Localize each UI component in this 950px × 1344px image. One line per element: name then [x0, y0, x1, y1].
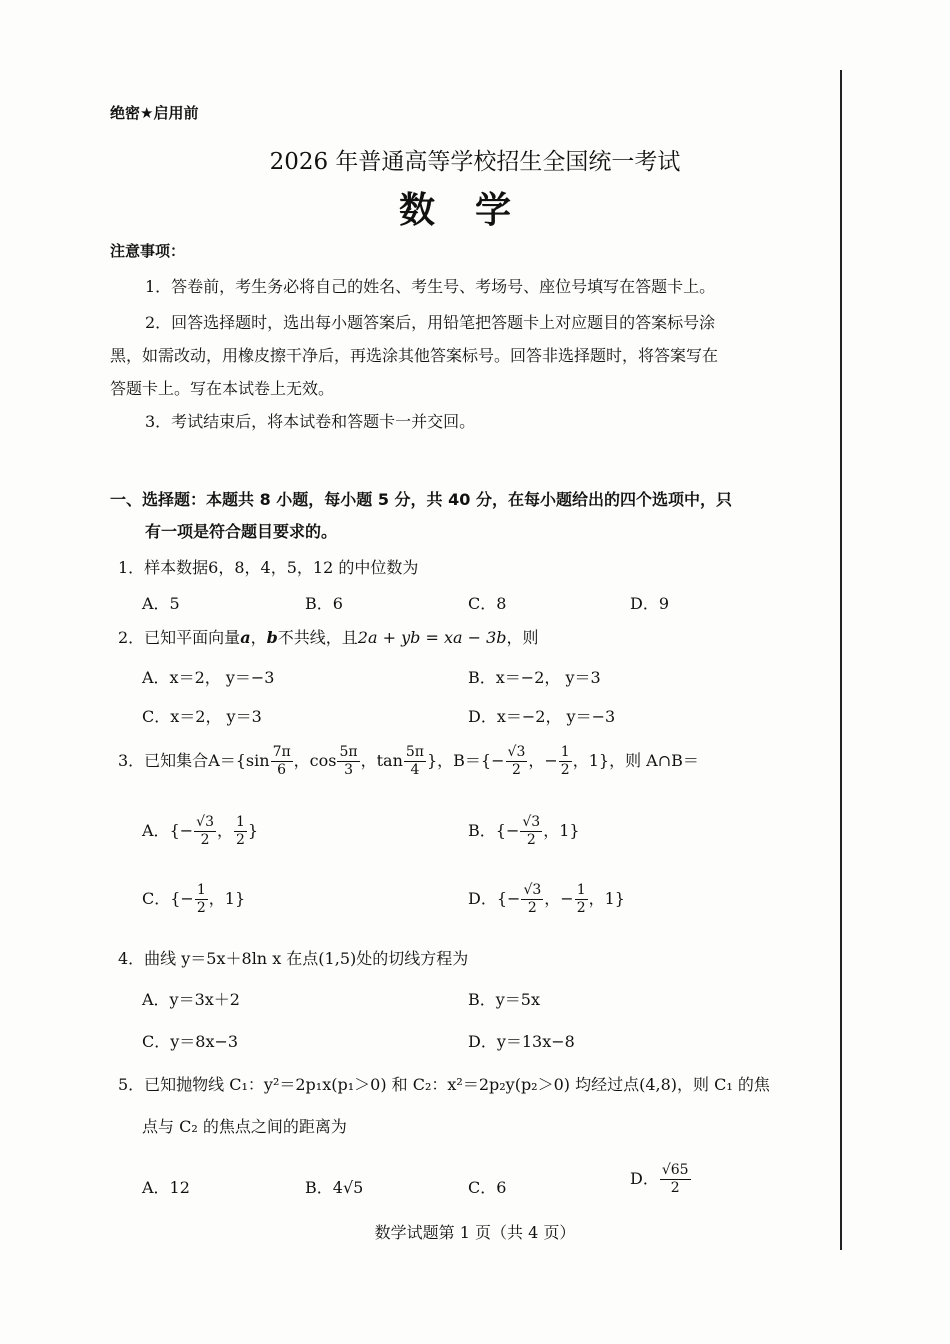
question-5-option-c: C．6: [468, 1178, 507, 1197]
question-2-option-b: B．x＝−2， y＝3: [468, 668, 601, 687]
note-item-2-line-1: 2．回答选择题时，选出每小题答案后，用铅笔把答题卡上对应题目的答案标号涂: [145, 313, 716, 332]
note-item-1: 1．答卷前，考生务必将自己的姓名、考生号、考场号、座位号填写在答题卡上。: [145, 277, 716, 296]
question-5-option-d: D． $\frac{√65}{2}$: [630, 1162, 689, 1196]
q3-tan: ，tan: [360, 751, 403, 770]
secret-label: 绝密★启用前: [110, 104, 199, 122]
section-1-heading-line-1: 一、选择题：本题共 8 小题，每小题 5 分，共 40 分，在每小题给出的四个选项中，只: [110, 490, 732, 509]
q2-equation: 2a + yb = xa − 3b: [357, 628, 507, 647]
question-1-option-b: B．6: [305, 594, 343, 613]
question-1-option-a: A．5: [142, 594, 180, 613]
fraction-1-2: $\frac{1}{2}$: [560, 744, 570, 778]
fraction-5pi-3: $\frac{5\pi}{3}$: [339, 744, 358, 778]
question-5-stem-line-1: 5．已知抛物线 C₁：y²＝2p₁x(p₁＞0) 和 C₂：x²＝2p₂y(p₂＞0) 均经过点(4,8)，则 C₁ 的焦: [118, 1075, 770, 1094]
q2-sep: ，: [250, 628, 267, 647]
page-margin-line: [840, 70, 842, 1250]
question-1-option-d: D．9: [630, 594, 670, 613]
question-5-option-a: A．12: [142, 1178, 190, 1197]
question-5-option-b: B．4√5: [305, 1178, 364, 1197]
section-1-heading-line-2: 有一项是符合题目要求的。: [145, 522, 338, 541]
question-3-option-b: B．{− $\frac{√3}{2}$ ，1}: [468, 814, 580, 848]
q3-b-mid: ，−: [528, 751, 558, 770]
fraction-sqrt3-2: $\frac{√3}{2}$: [523, 882, 542, 916]
q3-set-a-open: A＝{sin: [208, 751, 270, 770]
note-item-3: 3．考试结束后，将本试卷和答题卡一并交回。: [145, 412, 476, 431]
question-4-option-c: C．y＝8x−3: [142, 1032, 239, 1051]
q3-suffix: ，则 A∩B＝: [609, 751, 699, 770]
question-2-option-d: D．x＝−2， y＝−3: [468, 707, 616, 726]
question-2-stem: [118, 625, 539, 648]
question-5-stem-line-2: 点与 C₂ 的焦点之间的距离为: [142, 1117, 347, 1136]
fraction-5pi-4: $\frac{5\pi}{4}$: [405, 744, 424, 778]
fraction-7pi-6: $\frac{7\pi}{6}$: [272, 744, 291, 778]
question-3-option-c: C．{− $\frac{1}{2}$ ，1}: [142, 882, 246, 916]
notes-heading: 注意事项：: [110, 242, 186, 260]
question-4-option-a: A．y＝3x＋2: [142, 990, 240, 1009]
question-2-option-a: A．x＝2， y＝−3: [142, 668, 275, 687]
question-3-option-a: A．{− $\frac{√3}{2}$ ， $\frac{1}{2}$ }: [142, 814, 259, 848]
question-3-stem: [118, 744, 699, 779]
q3-cos: ，cos: [293, 751, 337, 770]
q3-prefix: 3．已知集合: [118, 751, 209, 770]
page-footer: 数学试题第 1 页（共 4 页）: [374, 1223, 576, 1242]
exam-title: 2026 年普通高等学校招生全国统一考试: [269, 149, 681, 175]
question-3-option-d: D．{− $\frac{√3}{2}$ ，− $\frac{1}{2}$ ，1}: [468, 882, 625, 916]
subject-title: 数学: [398, 190, 551, 231]
note-item-2-line-2: 黑，如需改动，用橡皮擦干净后，再选涂其他答案标号。回答非选择题时，将答案写在: [110, 346, 719, 365]
question-2-option-c: C．x＝2， y＝3: [142, 707, 262, 726]
q2-prefix: 2．已知平面向量: [118, 628, 241, 647]
fraction-sqrt65-2: $\frac{√65}{2}$: [661, 1162, 689, 1196]
question-4-option-d: D．y＝13x−8: [468, 1032, 575, 1051]
q3-b-close: ，1}: [572, 751, 610, 770]
q3-close-a: }: [426, 751, 438, 770]
fraction-1-2: $\frac{1}{2}$: [196, 882, 206, 916]
fraction-sqrt3-2: $\frac{√3}{2}$: [196, 814, 214, 848]
question-1-option-c: C．8: [468, 594, 507, 613]
vector-b: b: [266, 628, 278, 647]
question-1-stem: 1．样本数据6，8，4，5，12 的中位数为: [118, 558, 419, 577]
q2-mid: 不共线，且: [277, 628, 358, 647]
fraction-1-2: $\frac{1}{2}$: [576, 882, 586, 916]
q3-set-b-open: ，B＝{−: [437, 751, 505, 770]
fraction-sqrt3-2: $\frac{√3}{2}$: [507, 744, 526, 778]
question-4-stem: 4．曲线 y＝5x＋8ln x 在点(1,5)处的切线方程为: [118, 949, 469, 968]
q2-suffix: ，则: [506, 628, 539, 647]
question-4-option-b: B．y＝5x: [468, 990, 541, 1009]
vector-a: a: [240, 628, 251, 647]
fraction-1-2: $\frac{1}{2}$: [236, 814, 245, 848]
note-item-2-line-3: 答题卡上。写在本试卷上无效。: [110, 379, 335, 398]
fraction-sqrt3-2: $\frac{√3}{2}$: [522, 814, 541, 848]
